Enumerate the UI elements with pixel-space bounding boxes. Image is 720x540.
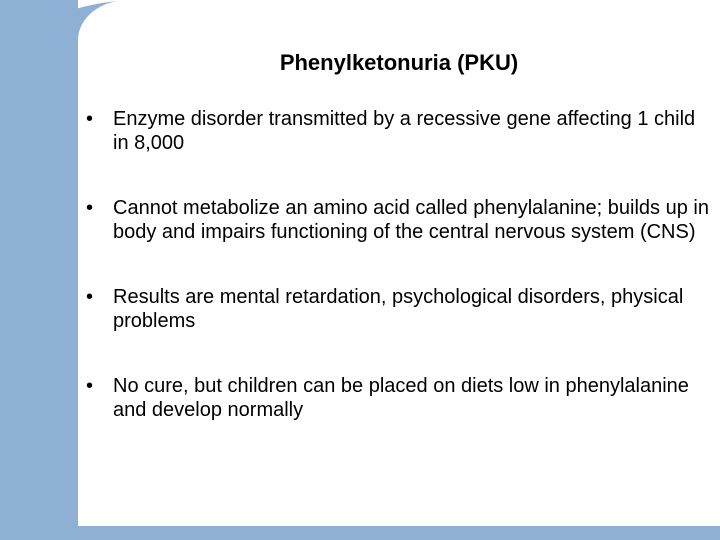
bullet-list [86,107,716,463]
bullet-item [86,374,716,422]
bullet-marker: • [86,375,94,397]
bullet-text: Enzyme disorder transmitted by a recessive gene affecting 1 child in 8,000 [113,108,696,154]
bottom-accent-band [78,526,720,540]
bullet-item [86,285,716,333]
left-accent-band [0,0,78,540]
bullet-marker: • [86,197,94,219]
bullet-text: No cure, but children can be placed on diets low in phenylalanine and develop normally [113,375,689,421]
bullet-item [86,107,716,155]
bullet-item [86,196,716,244]
bullet-marker: • [86,286,94,308]
bullet-marker: • [86,108,94,130]
slide-title: Phenylketonuria (PKU) [279,50,519,75]
bullet-text: Cannot metabolize an amino acid called phenylalanine; builds up in body and impairs functioning of the central nervous system (CNS) [113,197,709,243]
bullet-text: Results are mental retardation, psychological disorders, physical problems [113,286,684,332]
